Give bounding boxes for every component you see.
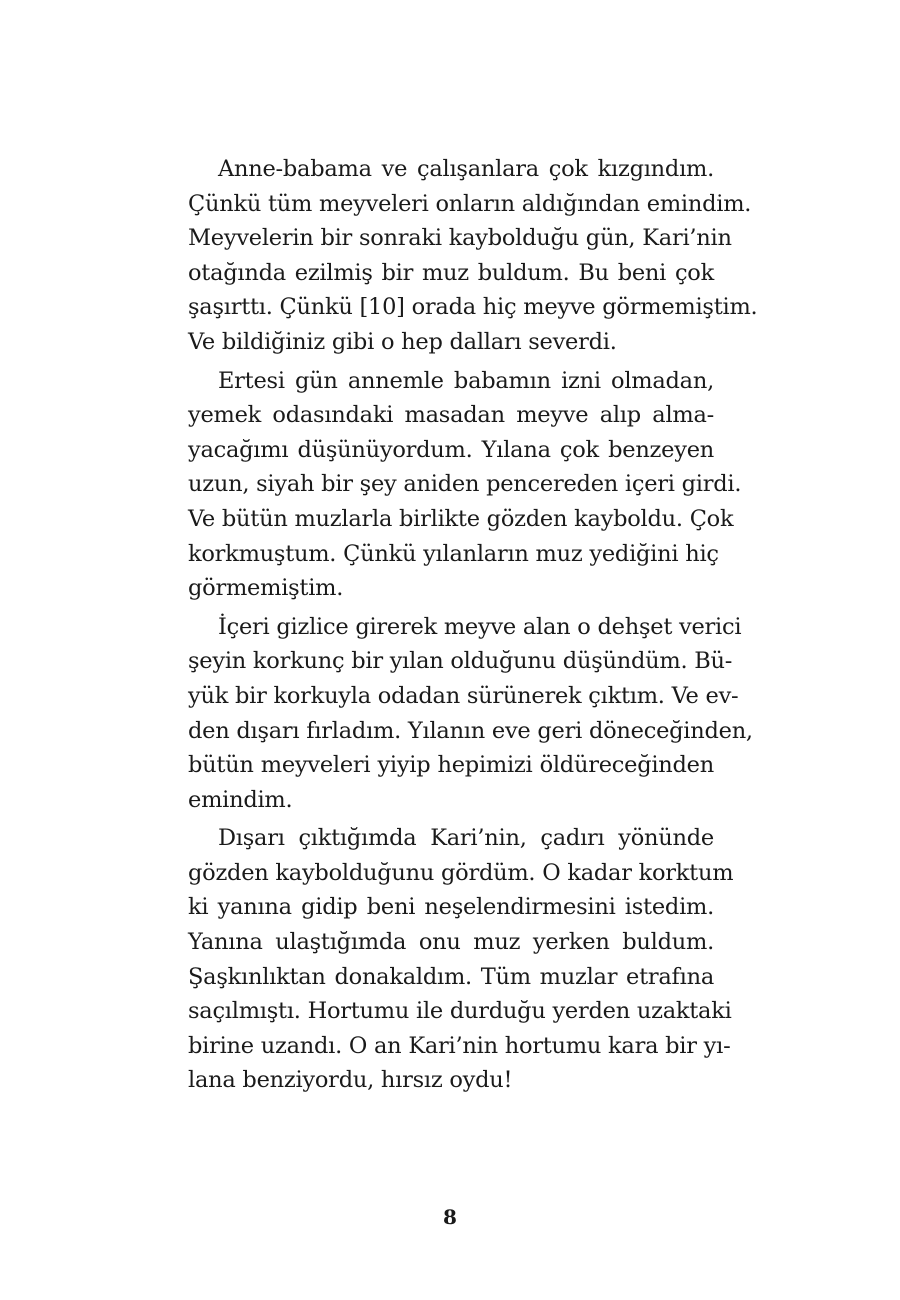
paragraph-4	[188, 821, 734, 1098]
text-line: emindim.	[188, 786, 293, 813]
page-body-text	[188, 152, 758, 1102]
text-line: yacağımı düşünüyordum. Yılana çok benzeyen	[188, 436, 714, 463]
text-line: birine uzandı. O an Kari’nin hortumu kara bir yı-	[188, 1032, 731, 1059]
text-line: Ertesi gün annemle babamın izni olmadan,	[218, 367, 714, 394]
text-line: İçeri gizlice girerek meyve alan o dehşet verici	[218, 613, 742, 640]
text-line: Anne-babama ve çalışanlara çok kızgındım.	[218, 156, 714, 182]
text-line: uzun, siyah bir şey aniden pencereden içeri girdi.	[188, 471, 742, 498]
text-line: Çünkü tüm meyveleri onların aldığından emindim.	[188, 190, 752, 217]
text-line: korkmuştum. Çünkü yılanların muz yediğini hiç	[188, 540, 719, 567]
text-line: Ve bütün muzlarla birlikte gözden kayboldu. Çok	[188, 505, 734, 532]
text-line: yük bir korkuyla odadan sürünerek çıktım. Ve ev-	[188, 682, 739, 709]
text-line: lana benziyordu, hırsız oydu!	[188, 1067, 513, 1094]
page-number: 8	[443, 1205, 457, 1229]
text-line: ki yanına gidip beni neşelendirmesini istedim.	[188, 894, 714, 921]
text-line: Ve bildiğiniz gibi o hep dalları severdi.	[188, 328, 617, 355]
text-line: Yanına ulaştığımda onu muz yerken buldum.	[188, 929, 714, 956]
paragraph-1	[188, 152, 758, 360]
text-line: Meyvelerin bir sonraki kaybolduğu gün, Kari’nin	[188, 225, 732, 252]
paragraph-2	[188, 364, 742, 606]
text-line: gözden kaybolduğunu gördüm. O kadar korktum	[188, 859, 734, 886]
paragraph-3	[188, 610, 753, 818]
text-line: otağında ezilmiş bir muz buldum. Bu beni çok	[188, 259, 714, 286]
text-line: şeyin korkunç bir yılan olduğunu düşündüm. Bü-	[188, 648, 733, 675]
text-line: Şaşkınlıktan donakaldım. Tüm muzlar etrafına	[188, 963, 714, 990]
text-line: Dışarı çıktığımda Kari’nin, çadırı yönünde	[218, 825, 714, 852]
text-line: şaşırttı. Çünkü [10] orada hiç meyve görmemiştim.	[188, 294, 758, 321]
text-line: bütün meyveleri yiyip hepimizi öldüreceğinden	[188, 752, 714, 779]
text-line: görmemiştim.	[188, 575, 344, 602]
text-line: yemek odasındaki masadan meyve alıp alma-	[188, 402, 714, 429]
text-line: saçılmıştı. Hortumu ile durduğu yerden uzaktaki	[188, 998, 732, 1025]
text-line: den dışarı fırladım. Yılanın eve geri döneceğinden,	[188, 717, 753, 744]
